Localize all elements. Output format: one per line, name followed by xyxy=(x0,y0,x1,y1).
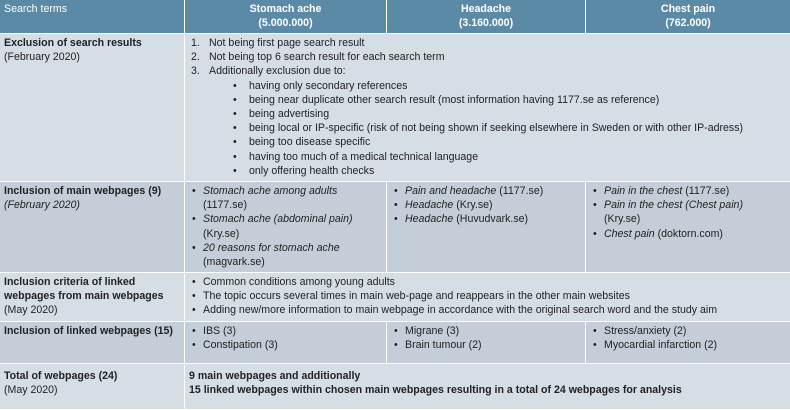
total-line2: 15 linked webpages within chosen main webpages resulting in a total of 24 webpages for analysis xyxy=(189,384,682,397)
list-item xyxy=(391,338,581,352)
list-item xyxy=(590,198,786,226)
bullet-icon: • xyxy=(593,185,597,197)
reason-text: being too disease specific xyxy=(249,136,371,149)
list-item xyxy=(590,227,786,241)
exclusion-label-cell xyxy=(0,34,185,181)
list-item xyxy=(590,324,786,338)
webpage-source: (Huvudvark.se) xyxy=(456,213,529,226)
list-item xyxy=(391,212,581,226)
bullet-icon: • xyxy=(394,339,398,352)
exclusion-reason xyxy=(229,93,786,107)
step-number: 2. xyxy=(191,51,200,64)
webpage-title: 20 reasons for stomach ache xyxy=(203,241,340,254)
reason-text: being local or IP-specific (risk of not being shown if seeking elsewhere in Sweden or with other IP-adress) xyxy=(249,122,744,135)
stomach-linked-list xyxy=(189,324,382,352)
list-item xyxy=(189,212,382,240)
webpage-title: Pain in the chest (Chest pain) xyxy=(604,199,743,212)
list-item xyxy=(590,184,786,198)
total-label-cell xyxy=(0,364,185,409)
webpage-source: (Kry.se) xyxy=(203,227,240,240)
webpage-source: (doktorn.com) xyxy=(657,227,723,240)
stomach-main-list xyxy=(189,184,382,269)
bullet-icon: • xyxy=(394,325,398,337)
bullet-icon: • xyxy=(192,185,196,197)
linked-text: Myocardial infarction (2) xyxy=(604,339,718,352)
exclusion-step xyxy=(189,36,786,50)
table-header-row xyxy=(0,0,790,34)
exclusion-reasons-list xyxy=(189,79,786,178)
bullet-icon: • xyxy=(233,79,237,92)
list-item xyxy=(189,338,382,352)
webpage-title: Stomach ache among adults xyxy=(203,185,338,197)
headache-linked-cell xyxy=(387,322,586,363)
stomach-linked-cell xyxy=(185,322,387,363)
exclusion-label: Exclusion of search results xyxy=(4,37,142,49)
criteria-label-cell xyxy=(0,273,185,321)
header-stomach-ache-title: Stomach ache xyxy=(249,3,322,15)
linked-text: IBS (3) xyxy=(203,325,236,337)
list-item xyxy=(189,241,382,269)
header-chest-pain-count: (762.000) xyxy=(665,17,711,30)
header-headache xyxy=(387,0,586,33)
header-headache-title: Headache xyxy=(460,3,512,15)
list-item xyxy=(189,303,786,317)
bullet-icon: • xyxy=(192,304,196,317)
inclusion-main-label: Inclusion of main webpages (9) xyxy=(4,185,162,197)
bullet-icon: • xyxy=(233,164,237,177)
headache-linked-list xyxy=(391,324,581,352)
stomach-main-cell xyxy=(185,182,387,272)
linked-label: Inclusion of linked webpages (15) xyxy=(4,325,173,337)
linked-label-cell xyxy=(0,322,185,363)
list-item xyxy=(189,184,382,212)
bullet-icon: • xyxy=(192,325,196,337)
step-text: Additionally exclusion due to: xyxy=(209,65,346,78)
bullet-icon: • xyxy=(593,227,597,240)
inclusion-main-date: (February 2020) xyxy=(4,199,80,212)
criteria-list xyxy=(189,275,786,318)
webpage-source: (Kry.se) xyxy=(456,199,493,212)
reason-text: being near duplicate other search result (most information having 1177.se as reference) xyxy=(249,93,660,106)
bullet-icon: • xyxy=(233,150,237,163)
headache-main-list xyxy=(391,184,581,227)
exclusion-content-cell xyxy=(185,34,790,181)
header-chest-pain xyxy=(586,0,790,33)
webpage-title: Headache xyxy=(405,199,454,212)
bullet-icon: • xyxy=(233,108,237,121)
bullet-icon: • xyxy=(593,199,597,212)
list-item xyxy=(391,198,581,212)
step-text: Not being top 6 search result for each search term xyxy=(209,51,445,64)
criteria-row xyxy=(0,273,790,322)
header-search-terms xyxy=(0,0,185,33)
chest-linked-list xyxy=(590,324,786,352)
exclusion-reason xyxy=(229,121,786,135)
bullet-icon: • xyxy=(192,276,196,288)
exclusion-reason xyxy=(229,135,786,149)
total-date: (May 2020) xyxy=(4,384,58,397)
linked-text: Constipation (3) xyxy=(203,339,278,352)
step-number: 3. xyxy=(191,65,200,78)
webpage-source: (1177.se) xyxy=(499,185,544,197)
list-item xyxy=(189,275,786,289)
exclusion-reason xyxy=(229,79,786,93)
linked-row xyxy=(0,322,790,364)
bullet-icon: • xyxy=(233,122,237,135)
header-chest-pain-title: Chest pain xyxy=(660,3,716,15)
total-content-cell xyxy=(185,364,790,409)
list-item xyxy=(391,324,581,338)
headache-main-cell xyxy=(387,182,586,272)
step-number: 1. xyxy=(191,37,200,49)
total-line1: 9 main webpages and additionally xyxy=(189,370,361,382)
linked-text: Stress/anxiety (2) xyxy=(604,325,687,337)
chest-linked-cell xyxy=(586,322,790,363)
webpage-source: (Kry.se) xyxy=(604,213,641,226)
reason-text: having too much of a medical technical language xyxy=(249,150,479,163)
linked-text: Brain tumour (2) xyxy=(405,339,482,352)
criteria-content-cell xyxy=(185,273,790,321)
list-item xyxy=(189,324,382,338)
chest-main-cell xyxy=(586,182,790,272)
reason-text: being advertising xyxy=(249,108,330,121)
total-row xyxy=(0,364,790,410)
list-item xyxy=(391,184,581,198)
exclusion-steps-list xyxy=(189,36,786,79)
chest-main-list xyxy=(590,184,786,241)
exclusion-row xyxy=(0,34,790,182)
criteria-label-line2: webpages from main webpages xyxy=(4,290,164,303)
list-item xyxy=(189,289,786,303)
inclusion-main-label-cell xyxy=(0,182,185,272)
exclusion-step xyxy=(189,64,786,78)
header-stomach-ache xyxy=(185,0,387,33)
webpage-title: Headache xyxy=(405,213,454,226)
bullet-icon: • xyxy=(192,290,196,303)
total-label: Total of webpages (24) xyxy=(4,370,118,382)
bullet-icon: • xyxy=(593,325,597,337)
criteria-text: Adding new/more information to main webpage in accordance with the original search word and the study aim xyxy=(203,304,718,317)
linked-text: Migrane (3) xyxy=(405,325,460,337)
bullet-icon: • xyxy=(192,213,196,226)
exclusion-date: (February 2020) xyxy=(4,51,80,64)
bullet-icon: • xyxy=(394,199,398,212)
bullet-icon: • xyxy=(192,241,196,254)
criteria-text: The topic occurs several times in main web-page and reappears in the other main websites xyxy=(203,290,630,303)
bullet-icon: • xyxy=(394,213,398,226)
header-stomach-ache-count: (5.000.000) xyxy=(258,17,313,30)
criteria-date: (May 2020) xyxy=(4,304,58,317)
webpage-source: (1177.se) xyxy=(685,185,730,197)
reason-text: only offering health checks xyxy=(249,164,375,177)
bullet-icon: • xyxy=(233,93,237,106)
bullet-icon: • xyxy=(233,136,237,149)
step-text: Not being first page search result xyxy=(209,37,365,49)
reason-text: having only secondary references xyxy=(249,79,408,92)
inclusion-main-row xyxy=(0,182,790,273)
list-item xyxy=(590,338,786,352)
webpage-title: Pain and headache xyxy=(405,185,497,197)
exclusion-reason xyxy=(229,150,786,164)
webpage-source: (1177.se) xyxy=(203,199,247,212)
bullet-icon: • xyxy=(593,339,597,352)
exclusion-reason xyxy=(229,107,786,121)
webpage-source: (magvark.se) xyxy=(203,256,265,269)
exclusion-reason xyxy=(229,164,786,178)
webpage-title: Chest pain xyxy=(604,227,655,240)
header-headache-count: (3.160.000) xyxy=(458,17,514,30)
criteria-label-line1: Inclusion criteria of linked xyxy=(4,276,136,288)
exclusion-step xyxy=(189,50,786,64)
webpage-title: Stomach ache (abdominal pain) xyxy=(203,213,353,226)
bullet-icon: • xyxy=(394,185,398,197)
bullet-icon: • xyxy=(192,339,196,352)
criteria-text: Common conditions among young adults xyxy=(203,276,395,288)
header-search-terms-label: Search terms xyxy=(4,3,67,15)
webpage-title: Pain in the chest xyxy=(604,185,683,197)
